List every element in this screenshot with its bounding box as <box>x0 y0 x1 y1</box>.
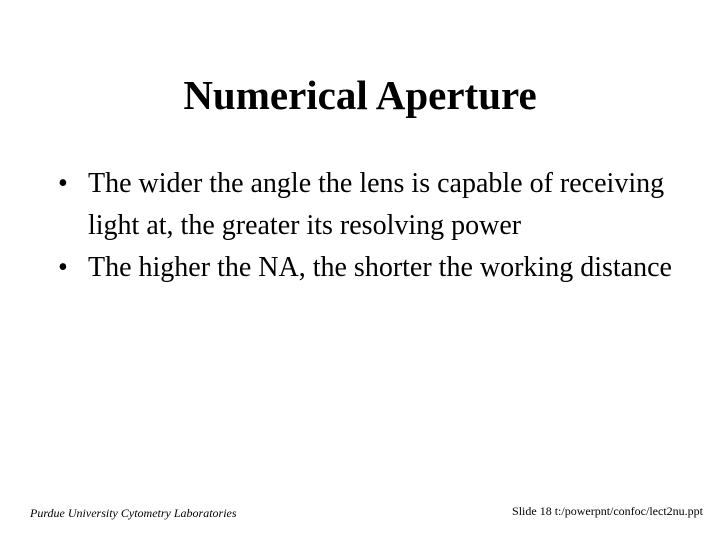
bullet-marker: • <box>58 168 68 199</box>
bullet-marker: • <box>58 252 68 283</box>
slide-title: Numerical Aperture <box>183 72 537 118</box>
footer-organization: Purdue University Cytometry Laboratories <box>30 506 237 520</box>
footer-slide-info: Slide 18 t:/powerpnt/confoc/lect2nu.ppt <box>512 504 703 518</box>
bullet-list <box>58 163 678 289</box>
bullet-text: The wider the angle the lens is capable of receiving light at, the greater its resolving power <box>88 168 665 241</box>
bullet-item <box>58 247 678 289</box>
bullet-item <box>58 163 678 247</box>
bullet-text: The higher the NA, the shorter the working distance <box>88 252 672 283</box>
